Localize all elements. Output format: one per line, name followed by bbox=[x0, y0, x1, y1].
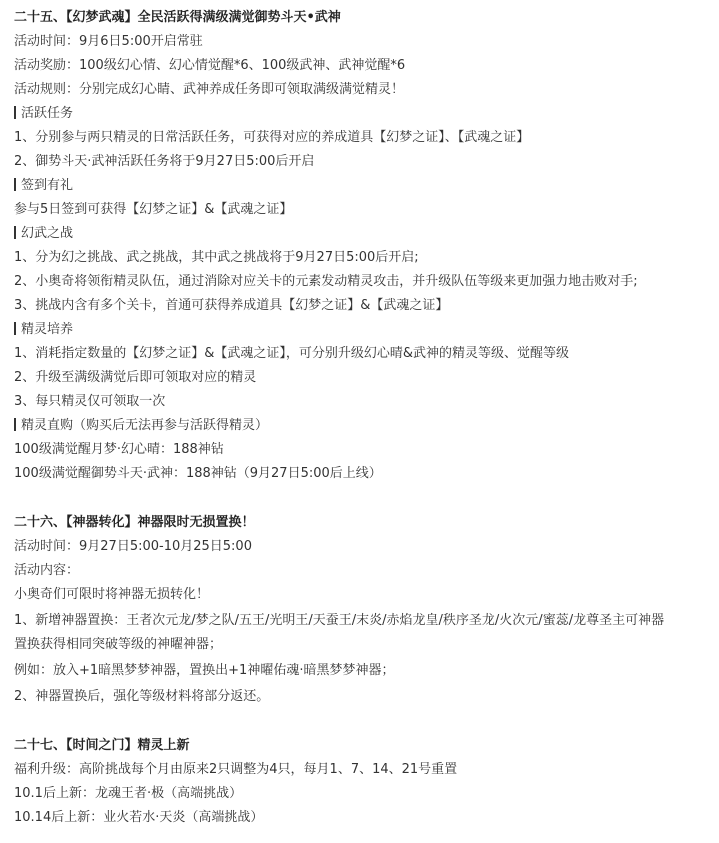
subheading-training: 精灵培养 bbox=[14, 321, 73, 339]
section-26-title: 二十六、【神器转化】神器限时无损置换！ bbox=[14, 515, 255, 530]
section-25-title: 二十五、【幻梦武魂】全民活跃得满级满觉御势斗天•武神 bbox=[14, 10, 341, 25]
battle-item-2: 2、小奥奇将领衔精灵队伍，通过消除对应关卡的元素发动精灵攻击，并升级队伍等级来更加强力地击败对手; bbox=[14, 274, 638, 289]
exchange-item-2: 2、神器置换后，强化等级材料将部分返还。 bbox=[14, 689, 270, 704]
battle-item-1: 1、分为幻之挑战、武之挑战，其中武之挑战将于9月27日5:00后开启; bbox=[14, 250, 419, 265]
subheading-direct-purchase: 精灵直购（购买后无法再参与活跃得精灵） bbox=[14, 417, 268, 435]
active-task-item-1: 1、分别参与两只精灵的日常活跃任务，可获得对应的养成道具【幻梦之证】、【武魂之证】 bbox=[14, 130, 530, 145]
section-25-activity-reward: 活动奖励：100级幻心情、幻心情觉醒*6、100级武神、武神觉醒*6 bbox=[14, 58, 406, 73]
training-item-2: 2、升级至满级满觉后即可领取对应的精灵 bbox=[14, 370, 257, 385]
exchange-item-1: 1、新增神器置换：王者次元龙/梦之队/五王/光明王/天蚕王/末炎/赤焰龙皇/秩序圣龙/火次元/蜜蕊/龙尊圣主可神器 bbox=[14, 613, 665, 628]
section-26-intro: 小奥奇们可限时将神器无损转化！ bbox=[14, 587, 210, 602]
section-26-content-label: 活动内容： bbox=[14, 563, 80, 578]
subheading-sign-in: 签到有礼 bbox=[14, 177, 73, 195]
new-spirit-1: 10.1后上新：龙魂王者·极（高端挑战） bbox=[14, 786, 243, 801]
exchange-example: 例如：放入+1暗黑梦梦神器，置换出+1神曜佑魂·暗黑梦梦神器； bbox=[14, 663, 395, 678]
purchase-item-2: 100级满觉醒御势斗天·武神：188神钻（9月27日5:00后上线） bbox=[14, 466, 382, 481]
sign-in-text: 参与5日签到可获得【幻梦之证】&【武魂之证】 bbox=[14, 202, 293, 217]
section-25-activity-rule: 活动规则：分别完成幻心睛、武神养成任务即可领取满级满觉精灵！ bbox=[14, 82, 405, 97]
battle-item-3: 3、挑战内含有多个关卡，首通可获得养成道具【幻梦之证】&【武魂之证】 bbox=[14, 298, 449, 313]
purchase-item-1: 100级满觉醒月梦·幻心晴：188神钻 bbox=[14, 442, 224, 457]
training-item-1: 1、消耗指定数量的【幻梦之证】&【武魂之证】，可分别升级幻心晴&武神的精灵等级、觉醒等级 bbox=[14, 346, 570, 361]
benefit-upgrade: 福利升级：高阶挑战每个月由原来2只调整为4只，每月1、7、14、21号重置 bbox=[14, 762, 458, 777]
exchange-item-1-continued: 置换获得相同突破等级的神曜神器； bbox=[14, 637, 223, 652]
section-25-activity-time: 活动时间：9月6日5:00开启常驻 bbox=[14, 34, 203, 49]
subheading-active-tasks: 活跃任务 bbox=[14, 105, 73, 123]
training-item-3: 3、每只精灵仅可领取一次 bbox=[14, 394, 166, 409]
new-spirit-2: 10.14后上新：业火若水·天炎（高端挑战） bbox=[14, 810, 264, 825]
section-27-title: 二十七、【时间之门】精灵上新 bbox=[14, 738, 190, 753]
section-26-activity-time: 活动时间：9月27日5:00-10月25日5:00 bbox=[14, 539, 252, 554]
active-task-item-2: 2、御势斗天·武神活跃任务将于9月27日5:00后开启 bbox=[14, 154, 315, 169]
subheading-battle: 幻武之战 bbox=[14, 225, 73, 243]
